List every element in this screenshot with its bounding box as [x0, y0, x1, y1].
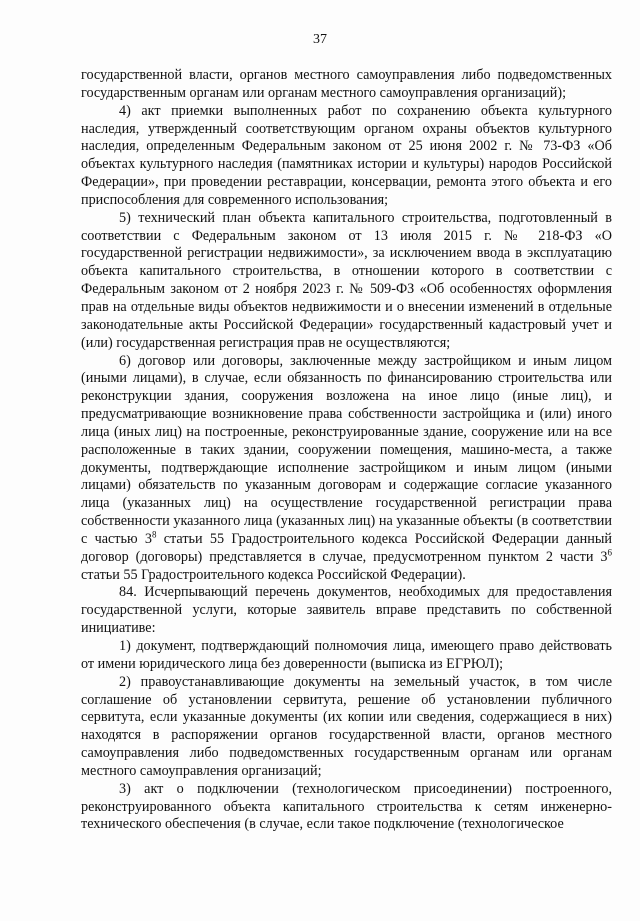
- paragraph-item-6-text-a: 6) договор или договоры, заключенные между застройщиком и иным лицом (иными лицами), в случае, если обязанность по финансированию строительства или реконструкции здания, сооружения возложена на иное лицо (иные лиц), и предусматривающие возникновение права собственности застройщика и (или) иного лица (иных лиц) на построенные, реконструированные здание, сооружение или на все расположенные в таких здании, сооружении помещения, машино-места, а также документы, подтверждающие исполнение застройщиком и иным лицом (иными лицами) обязательств по указанным договорам и содержащие согласие указанного лица (указанных лиц) на осуществление государственной регистрации права собственности указанного лица (указанных лиц) на указанные объекты (в соответствии с частью 3: [81, 352, 612, 547]
- page-number: 37: [313, 32, 327, 47]
- paragraph-item-6-text-c: статьи 55 Градостроительного кодекса Российской Федерации).: [81, 566, 466, 583]
- document-body: [81, 67, 612, 834]
- paragraph-item-4: 4) акт приемки выполненных работ по сохранению объекта культурного наследия, утвержденный соответствующим органом охраны объектов культурного наследия, определенным Федеральным законом от 25 июня 2002 г. № 73-ФЗ «Об объектах культурного наследия (памятниках истории и культуры) народов Российской Федерации», при проведении реставрации, консервации, ремонта этого объекта и его приспособления для современного использования;: [81, 102, 612, 208]
- paragraph-item-6: [81, 353, 612, 585]
- paragraph-84-item-2: 2) правоустанавливающие документы на земельный участок, в том числе соглашение об установлении сервитута, решение об установлении публичного сервитута, если указанные документы (их копии или сведения, содержащиеся в них) находятся в распоряжении органов государственной власти, органов местного самоуправления либо подведомственных государственным органам или органам местного самоуправления организаций;: [81, 673, 612, 779]
- paragraph-84-item-3: 3) акт о подключении (технологическом присоединении) построенного, реконструированного объекта капитального строительства к сетям инженерно-технического обеспечения (в случае, если такое подключение (технологическое: [81, 780, 612, 833]
- superscript-8: 8: [151, 529, 157, 540]
- superscript-6: 6: [607, 547, 612, 558]
- paragraph-84-item-1: 1) документ, подтверждающий полномочия лица, имеющего право действовать от имени юридического лица без доверенности (выписка из ЕГРЮЛ);: [81, 638, 612, 672]
- paragraph-item-6-text-b: статьи 55 Градостроительного кодекса Российской Федерации данный договор (договоры) представляется в случае, предусмотренном пунктом 2 части 3: [81, 530, 612, 565]
- paragraph-continuation: государственной власти, органов местного самоуправления либо подведомственных государственным органам или органам местного самоуправления организаций);: [81, 67, 612, 101]
- paragraph-item-5: 5) технический план объекта капитального строительства, подготовленный в соответствии с Федеральным законом от 13 июля 2015 г. № 218-ФЗ «О государственной регистрации недвижимости», за исключением ввода в эксплуатацию объекта капитального строительства, в отношении которого в соответствии с Федеральным законом от 2 ноября 2023 г. № 509-ФЗ «Об особенностях оформления прав на отдельные виды объектов недвижимости и о внесении изменений в отдельные законодательные акты Российской Федерации» государственный кадастровый учет и (или) государственная регистрация прав не осуществляются;: [81, 209, 612, 351]
- paragraph-84: 84. Исчерпывающий перечень документов, необходимых для предоставления государственной услуги, которые заявитель вправе представить по собственной инициативе:: [81, 584, 612, 637]
